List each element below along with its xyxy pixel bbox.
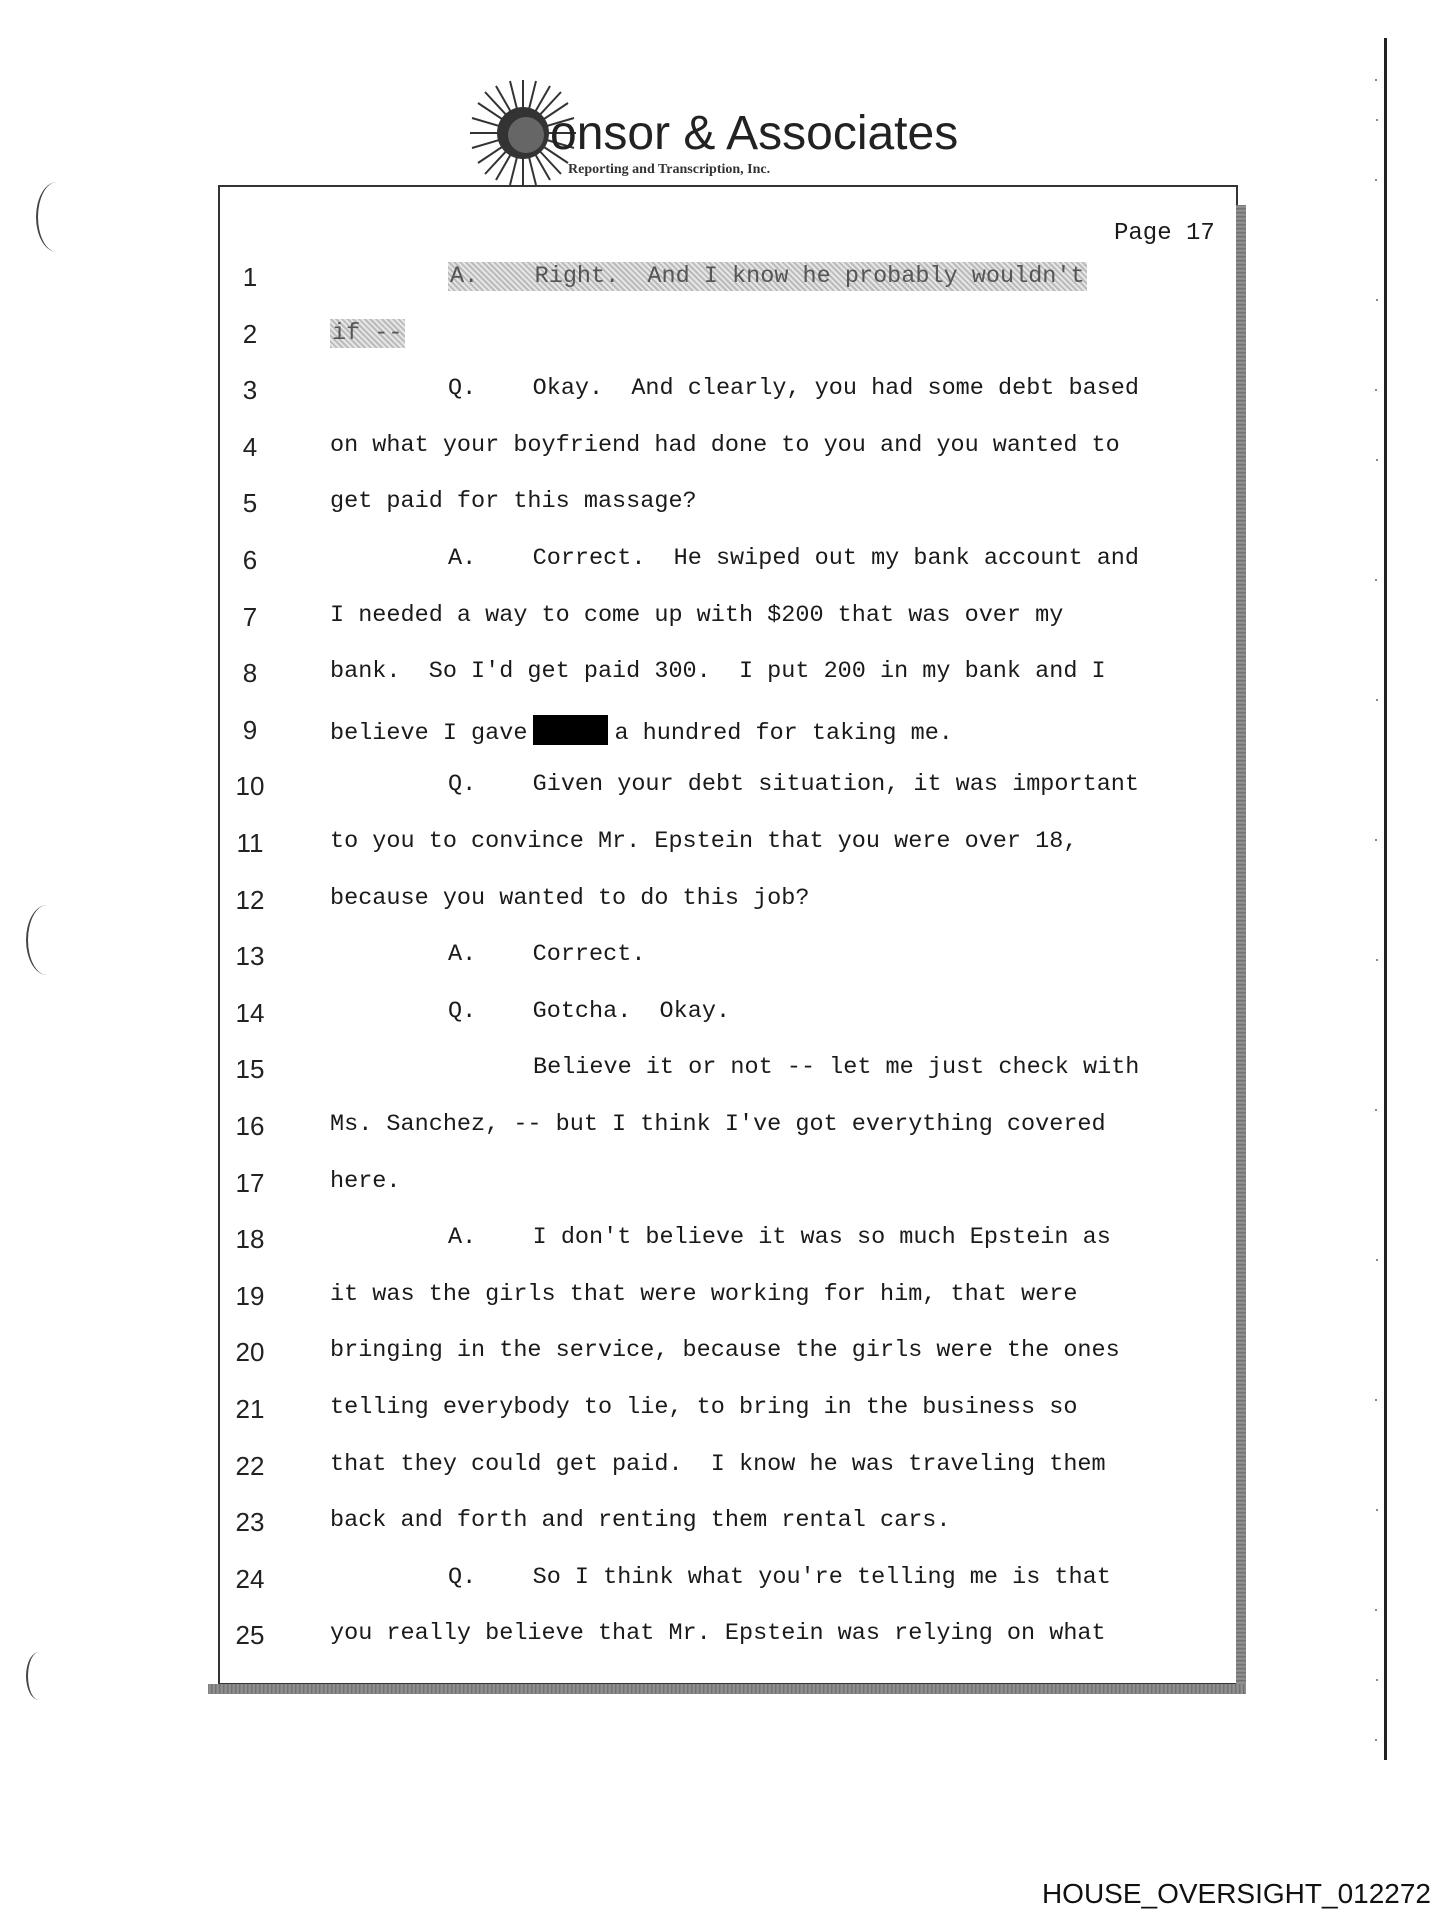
line-text: it was the girls that were working for him, that were bbox=[330, 1280, 1078, 1308]
transcript-line bbox=[0, 771, 1453, 811]
line-number: 7 bbox=[242, 601, 258, 632]
line-text: A. Right. And I know he probably wouldn't bbox=[450, 263, 1085, 290]
line-text: Q. Given your debt situation, it was important bbox=[448, 771, 1140, 799]
line-number: 13 bbox=[235, 941, 265, 972]
line-number: 24 bbox=[235, 1563, 265, 1594]
line-number: 14 bbox=[235, 997, 265, 1028]
transcript-line bbox=[0, 432, 1453, 472]
transcript-line bbox=[0, 1224, 1453, 1264]
logo-title: onsor & Associates bbox=[550, 107, 959, 160]
transcript-line bbox=[0, 828, 1453, 868]
line-text: here. bbox=[330, 1167, 401, 1195]
line-text: I needed a way to come up with $200 that was over my bbox=[330, 601, 1064, 629]
line-number: 18 bbox=[235, 1224, 265, 1255]
line-number: 16 bbox=[235, 1111, 265, 1141]
line-text: bringing in the service, because the girls were the ones bbox=[330, 1337, 1120, 1365]
transcript-line bbox=[0, 1111, 1453, 1151]
line-number: 9 bbox=[242, 714, 258, 745]
transcript-line bbox=[0, 998, 1453, 1038]
line-text: if -- bbox=[332, 319, 403, 347]
line-number: 8 bbox=[242, 658, 258, 689]
line-text: that they could get paid. I know he was traveling them bbox=[330, 1450, 1106, 1478]
line-number: 20 bbox=[235, 1337, 265, 1368]
line-number: 6 bbox=[242, 545, 258, 575]
line-number: 1 bbox=[242, 262, 258, 292]
line-number: 17 bbox=[235, 1167, 265, 1198]
line-number: 25 bbox=[235, 1620, 265, 1651]
transcript-line bbox=[0, 1054, 1453, 1094]
line-text: A. Correct. He swiped out my bank account and bbox=[448, 545, 1140, 572]
transcript-line bbox=[0, 262, 1453, 302]
line-text: get paid for this massage? bbox=[330, 488, 697, 516]
frame-bottom-shadow bbox=[208, 1684, 1246, 1694]
line-text: Ms. Sanchez, -- but I think I've got everything covered bbox=[330, 1111, 1106, 1138]
transcript-line bbox=[0, 885, 1453, 925]
transcript-line bbox=[0, 658, 1453, 698]
line-text-after-redaction: a hundred for taking me. bbox=[614, 719, 953, 747]
redaction-box bbox=[533, 715, 608, 745]
transcript-line bbox=[0, 1168, 1453, 1208]
line-text: A. Correct. bbox=[448, 941, 646, 969]
bates-number: HOUSE_OVERSIGHT_012272 bbox=[1041, 1878, 1431, 1909]
page-number: Page 17 bbox=[1114, 220, 1215, 247]
line-number: 22 bbox=[235, 1450, 265, 1481]
line-number: 5 bbox=[242, 488, 258, 519]
line-number: 19 bbox=[235, 1280, 265, 1311]
line-text: to you to convince Mr. Epstein that you were over 18, bbox=[330, 828, 1078, 855]
line-number: 4 bbox=[242, 431, 258, 462]
transcript-line bbox=[0, 602, 1453, 642]
line-number: 2 bbox=[242, 318, 258, 349]
logo-subtitle: Reporting and Transcription, Inc. bbox=[568, 162, 771, 177]
transcript-line bbox=[0, 545, 1453, 585]
line-text: Q. So I think what you're telling me is that bbox=[448, 1563, 1111, 1591]
line-number: 12 bbox=[235, 884, 265, 915]
line-number: 11 bbox=[236, 828, 264, 858]
line-number: 23 bbox=[235, 1507, 265, 1538]
line-number: 3 bbox=[242, 375, 258, 406]
line-text: you really believe that Mr. Epstein was relying on what bbox=[330, 1620, 1106, 1648]
transcript-line bbox=[0, 1337, 1453, 1377]
line-text: A. I don't believe it was so much Epstein as bbox=[448, 1224, 1111, 1252]
punch-hole-mark-top bbox=[36, 182, 78, 252]
transcript-line bbox=[0, 319, 1453, 359]
line-text: telling everybody to lie, to bring in the business so bbox=[330, 1394, 1078, 1421]
line-number: 21 bbox=[235, 1394, 265, 1424]
transcript-line bbox=[0, 1620, 1453, 1660]
line-text: because you wanted to do this job? bbox=[330, 884, 810, 912]
line-number: 15 bbox=[235, 1054, 265, 1085]
line-text: Q. Okay. And clearly, you had some debt based bbox=[448, 375, 1140, 403]
line-text: on what your boyfriend had done to you and you wanted to bbox=[330, 431, 1120, 459]
transcript-line bbox=[0, 1564, 1453, 1604]
transcript-line bbox=[0, 488, 1453, 528]
line-number: 10 bbox=[235, 771, 265, 802]
transcript-line bbox=[0, 375, 1453, 415]
line-text: Q. Gotcha. Okay. bbox=[448, 997, 731, 1025]
line-text-before-redaction: believe I gave bbox=[330, 719, 528, 747]
transcript-line bbox=[0, 1507, 1453, 1547]
line-text: bank. So I'd get paid 300. I put 200 in my bank and I bbox=[330, 658, 1106, 686]
reporter-logo bbox=[468, 78, 959, 188]
line-text: Believe it or not -- let me just check with bbox=[533, 1054, 1140, 1082]
transcript-line bbox=[0, 715, 1453, 755]
transcript-line bbox=[0, 1451, 1453, 1491]
transcript-line bbox=[0, 941, 1453, 981]
line-text bbox=[330, 715, 953, 747]
transcript-line bbox=[0, 1281, 1453, 1321]
transcript-line bbox=[0, 1394, 1453, 1434]
line-text: back and forth and renting them rental cars. bbox=[330, 1507, 951, 1535]
